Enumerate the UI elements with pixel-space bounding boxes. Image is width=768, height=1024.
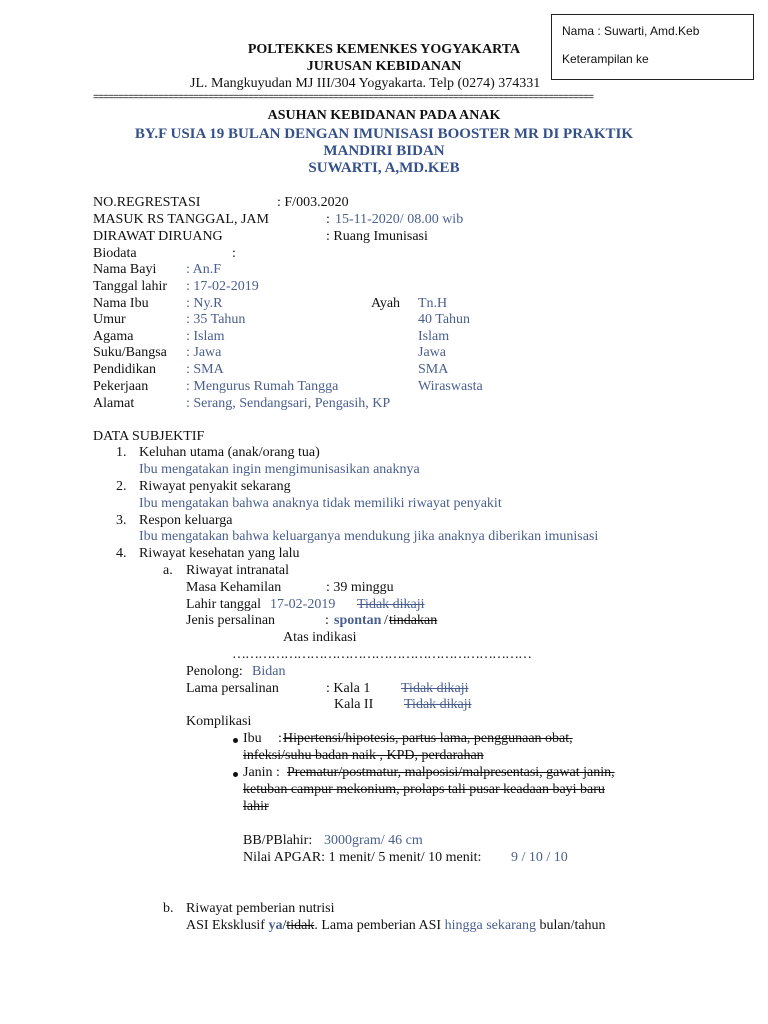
kala1-label: : Kala 1 [326,681,371,696]
nutrisi-letter: b. [163,901,174,916]
kala1-struck: Tidak dikaji [401,681,469,696]
pekerjaan-ibu: : Mengurus Rumah Tangga [186,379,339,394]
janin-label: Janin : [243,765,280,780]
masuk-label: MASUK RS TANGGAL, JAM [93,212,269,227]
item-answer: Ibu mengatakan bahwa anaknya tidak memiliki riwayat penyakit [139,496,502,511]
kala2-struck: Tidak dikaji [404,697,472,712]
masuk-value: 15-11-2020/ 08.00 wib [335,212,464,227]
ibu-complications-2: infeksi/suhu badan naik , KPD, perdarahan [243,748,484,763]
penolong-value: Bidan [252,664,286,679]
lama-persalinan-label: Lama persalinan [186,681,279,696]
bb-pb-label: BB/PBlahir: [243,833,313,848]
penolong-label: Penolong: [186,664,243,679]
bullet-icon [233,738,238,743]
suku-ibu: : Jawa [186,345,222,360]
komplikasi-label: Komplikasi [186,714,252,729]
apgar-value: 9 / 10 / 10 [511,850,568,865]
janin-complications-2: ketuban campur mekonium, prolaps tali pusar keadaan bayi baru [243,782,605,797]
masa-kehamilan-label: Masa Kehamilan [186,580,282,595]
department-name: JURUSAN KEBIDANAN [306,59,462,74]
umur-label: Umur [93,312,126,327]
asi-duration: hingga sekarang [444,918,536,933]
nutrisi-heading: Riwayat pemberian nutrisi [186,901,335,916]
suku-ayah: Jawa [418,345,446,360]
doc-subtitle-3: SUWARTI, A,MD.KEB [308,160,460,176]
asi-label: ASI Eksklusif [186,918,265,933]
asi-line [186,918,606,934]
author-name: Nama : Suwarti, Amd.Keb [562,24,700,38]
bullet-icon [233,772,238,777]
doc-subtitle-1: BY.F USIA 19 BULAN DENGAN IMUNISASI BOOSTER MR DI PRAKTIK [134,126,634,142]
nama-ibu-label: Nama Ibu [93,296,149,311]
tgl-lahir-label: Tanggal lahir [93,279,168,294]
institution-name: POLTEKKES KEMENKES YOGYAKARTA [247,42,521,57]
item-number: 1. [116,445,127,460]
item-label: Riwayat penyakit sekarang [139,479,291,494]
asi-slash: / [282,918,287,933]
jenis-persalinan-slash: / [384,613,388,628]
pekerjaan-label: Pekerjaan [93,379,149,394]
jenis-persalinan-colon: : [325,613,329,628]
nama-bayi-value: : An.F [186,262,222,277]
item-number: 3. [116,513,127,528]
skill-label: Keterampilan ke [562,52,649,66]
pendidikan-ayah: SMA [418,362,449,377]
masuk-colon: : [326,212,330,227]
lahir-tanggal-label: Lahir tanggal [186,597,262,612]
indikasi-dots: …………………………………………………………… [232,647,531,662]
asi-ya: ya [268,918,283,933]
tgl-lahir-value: : 17-02-2019 [186,279,259,294]
ayah-label: Ayah [371,296,401,311]
janin-complications-1: Prematur/postmatur, malposisi/malpresentasi, gawat janin, [287,765,615,780]
dirawat-label: DIRAWAT DIRUANG [93,229,223,244]
pekerjaan-ayah: Wiraswasta [418,379,483,394]
jenis-persalinan-value: spontan [334,613,382,628]
pendidikan-ibu: : SMA [186,362,224,377]
header-separator: ==================================================================================================== [93,93,594,104]
bb-pb-value: 3000gram/ 46 cm [324,833,423,848]
doc-title: ASUHAN KEBIDANAN PADA ANAK [267,108,501,123]
pendidikan-label: Pendidikan [93,362,156,377]
intranatal-letter: a. [163,563,173,578]
asi-text: . Lama pemberian ASI [314,918,442,933]
subjektif-heading: DATA SUBJEKTIF [93,429,205,444]
masa-kehamilan-value: : 39 minggu [326,580,394,595]
dirawat-value: : Ruang Imunisasi [326,229,428,244]
ibu-complications-1: Hipertensi/hipotesis, partus lama, penggunaan obat, [283,731,573,746]
doc-subtitle-2: MANDIRI BIDAN [323,143,445,159]
asi-tidak: tidak [286,918,315,933]
item-label: Respon keluarga [139,513,233,528]
reg-no-label: NO.REGRESTASI [93,195,201,210]
suku-label: Suku/Bangsa [93,345,167,360]
ayah-value: Tn.H [418,296,448,311]
item-label: Keluhan utama (anak/orang tua) [139,445,320,460]
apgar-label: Nilai APGAR: 1 menit/ 5 menit/ 10 menit: [243,850,482,865]
institution-address: JL. Mangkuyudan MJ III/304 Yogyakarta. Telp (0274) 374331 [190,76,541,91]
biodata-label: Biodata [93,246,137,261]
lahir-tanggal-struck: Tidak dikaji [357,597,425,612]
atas-indikasi: Atas indikasi [283,630,357,645]
umur-ibu: : 35 Tahun [186,312,246,327]
jenis-persalinan-struck: tindakan [389,613,438,628]
asi-unit: bulan/tahun [539,918,606,933]
lahir-tanggal-value: 17-02-2019 [270,597,336,612]
item-number: 4. [116,546,127,561]
item-number: 2. [116,479,127,494]
intranatal-heading: Riwayat intranatal [186,563,290,578]
jenis-persalinan-label: Jenis persalinan [186,613,276,628]
janin-complications-3: lahir [243,799,269,814]
agama-ayah: Islam [418,329,450,344]
ibu-label: Ibu [243,731,262,746]
item-answer: Ibu mengatakan bahwa keluarganya mendukung jika anaknya diberikan imunisasi [139,529,599,544]
alamat-value: : Serang, Sendangsari, Pengasih, KP [186,396,391,411]
nama-bayi-label: Nama Bayi [93,262,157,277]
item-answer: Ibu mengatakan ingin mengimunisasikan anaknya [139,462,420,477]
ibu-colon: : [278,731,282,746]
reg-no-value: : F/003.2020 [277,195,349,210]
biodata-colon: : [232,246,236,261]
agama-ibu: : Islam [186,329,225,344]
item-label: Riwayat kesehatan yang lalu [139,546,300,561]
agama-label: Agama [93,329,134,344]
alamat-label: Alamat [93,396,135,411]
umur-ayah: 40 Tahun [418,312,471,327]
kala2-label: Kala II [334,697,374,712]
nama-ibu-value: : Ny.R [186,296,223,311]
